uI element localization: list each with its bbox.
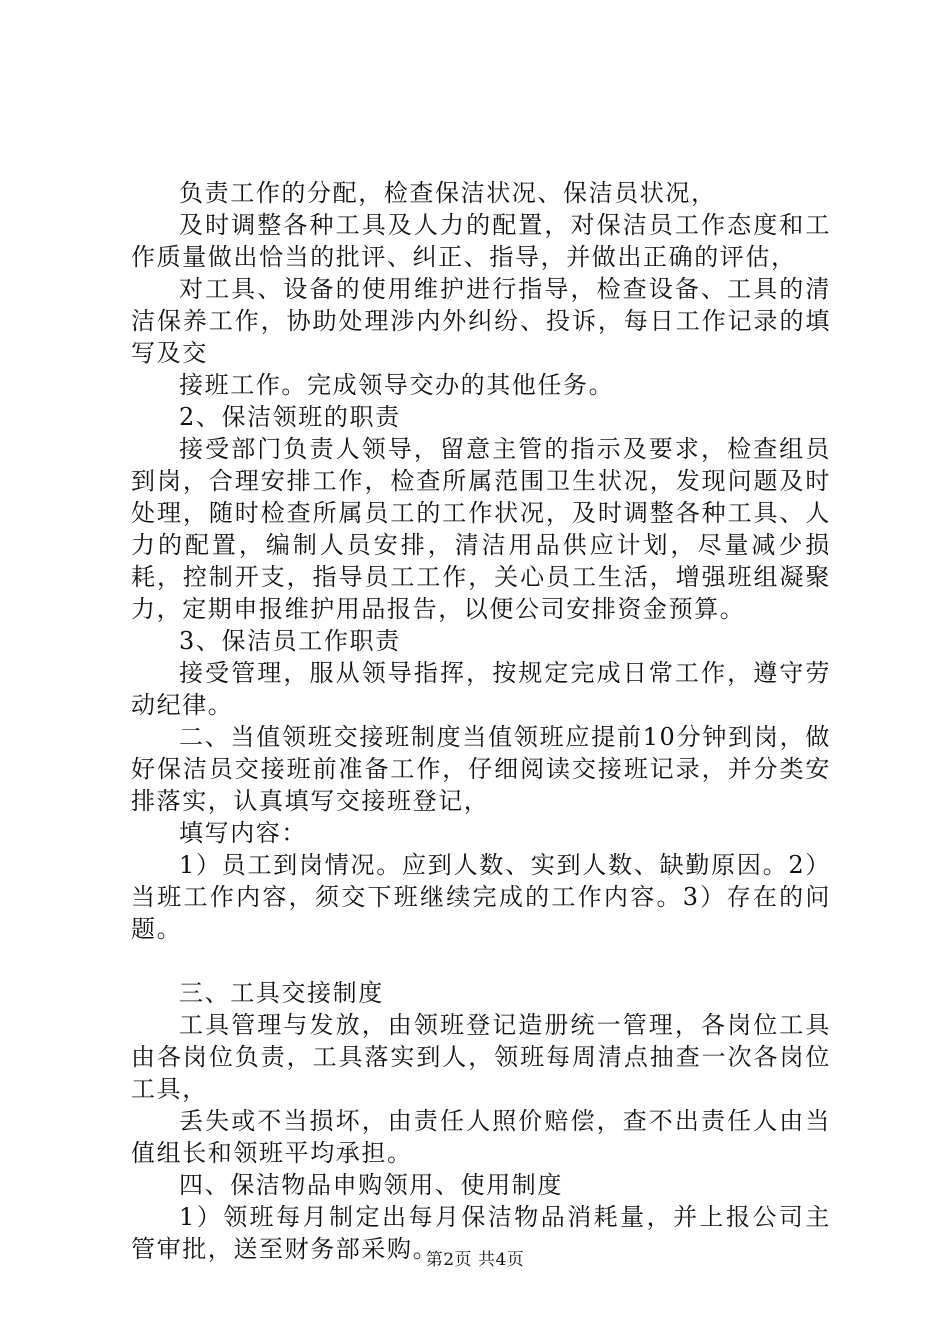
paragraph-tool-loss: 丢失或不当损坏，由责任人照价赔偿，查不出责任人由当值组长和领班平均承担。	[131, 1107, 831, 1167]
paragraph-tool-management: 工具管理与发放，由领班登记造册统一管理，各岗位工具由各岗位负责，工具落实到人，领班每周清点抽查一次各岗位工具，	[131, 1011, 831, 1103]
paragraph-handover-work: 接班工作。完成领导交办的其他任务。	[179, 371, 615, 399]
paragraph-shift-handover-system: 二、当值领班交接班制度当值领班应提前10分钟到岗，做好保洁员交接班前准备工作，仔细阅读交接班记录，并分类安排落实，认真填写交接班登记，	[131, 723, 831, 815]
section-heading-supplies-purchase: 四、保洁物品申购领用、使用制度	[179, 1171, 563, 1199]
paragraph-foreman-duties: 接受部门负责人领导，留意主管的指示及要求，检查组员到岗，合理安排工作，检查所属范围卫生状况，发现问题及时处理，随时检查所属员工的工作状况，及时调整各种工具、人力的配置，编制人员安排，清洁用品供应计划，尽量减少损耗，控制开支，指导员工工作，关心员工生活，增强班组凝聚力，定期申报维护用品报告，以便公司安排资金预算。	[131, 435, 831, 623]
paragraph-fill-content-label: 填写内容：	[179, 819, 307, 847]
section-heading-cleaner-duties: 3、保洁员工作职责	[179, 627, 401, 655]
paragraph-fill-content-items: 1）员工到岗情况。应到人数、实到人数、缺勤原因。2）当班工作内容，须交下班继续完成的工作内容。3）存在的问题。	[131, 851, 831, 943]
section-heading-foreman-duties: 2、保洁领班的职责	[179, 403, 401, 431]
section-heading-tool-handover: 三、工具交接制度	[179, 979, 384, 1007]
paragraph-equipment-guidance: 对工具、设备的使用维护进行指导，检查设备、工具的清洁保养工作，协助处理涉内外纠纷、投诉，每日工作记录的填写及交	[131, 275, 831, 367]
paragraph-monthly-supplies: 1）领班每月制定出每月保洁物品消耗量，并上报公司主管审批，送至财务部采购。	[131, 1203, 831, 1263]
paragraph-adjust-tools: 及时调整各种工具及人力的配置，对保洁员工作态度和工作质量做出恰当的批评、纠正、指导，并做出正确的评估，	[131, 211, 831, 271]
page-footer	[0, 1245, 950, 1270]
document-body	[131, 177, 831, 1265]
paragraph-cleaner-duties: 接受管理，服从领导指挥，按规定完成日常工作，遵守劳动纪律。	[131, 659, 831, 719]
page-number-label: 第2页 共4页	[425, 1250, 525, 1270]
paragraph-duty-assignment: 负责工作的分配，检查保洁状况、保洁员状况，	[179, 179, 717, 207]
